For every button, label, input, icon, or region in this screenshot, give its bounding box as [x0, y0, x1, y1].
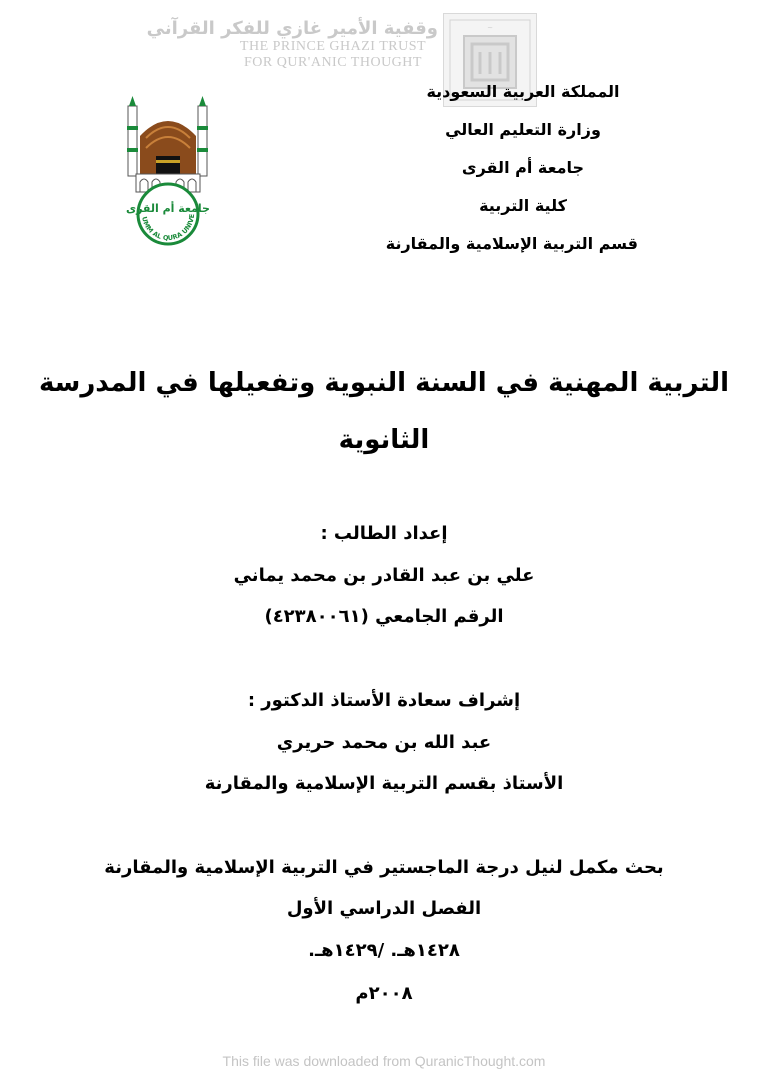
- watermark-english-line2: FOR QUR'ANIC THOUGHT: [244, 55, 422, 70]
- supervisor-label: إشراف سعادة الأستاذ الدكتور :: [247, 690, 521, 711]
- logo-arabic-text: جامعة أم القرى: [126, 202, 210, 215]
- header-country: المملكة العربية السعودية: [426, 82, 620, 101]
- thesis-hijri-years: ١٤٢٨هـ. /١٤٢٩هـ.: [308, 940, 460, 961]
- logo-text: UMM AL QURA UNIVE: [140, 213, 197, 243]
- svg-text:~: ~: [487, 24, 493, 32]
- header-department: قسم التربية الإسلامية والمقارنة: [385, 234, 638, 253]
- supervisor-title: الأستاذ بقسم التربية الإسلامية والمقارنة: [204, 773, 564, 794]
- institution-header: [385, 82, 638, 272]
- university-logo: [118, 96, 218, 246]
- header-ministry: وزارة التعليم العالي: [445, 120, 601, 139]
- student-name: علي بن عبد القادر بن محمد يماني: [233, 565, 535, 586]
- thesis-title-line1: التربية المهنية في السنة النبوية وتفعيلها في المدرسة: [38, 368, 730, 398]
- download-footer-note: This file was downloaded from QuranicThought.com: [222, 1053, 546, 1069]
- header-college: كلية التربية: [479, 196, 567, 215]
- student-label: إعداد الطالب :: [320, 523, 448, 544]
- supervisor-name: عبد الله بن محمد حريري: [276, 732, 492, 753]
- student-id: الرقم الجامعي (٤٢٣٨٠٠٦١): [264, 606, 504, 627]
- header-university: جامعة أم القرى: [461, 158, 585, 177]
- watermark-english-line1: THE PRINCE GHAZI TRUST: [239, 39, 427, 54]
- thesis-semester: الفصل الدراسي الأول: [286, 898, 482, 919]
- watermark: [146, 18, 438, 71]
- thesis-purpose: بحث مكمل لنيل درجة الماجستير في التربية الإسلامية والمقارنة: [104, 857, 664, 878]
- thesis-gregorian-year: ٢٠٠٨م: [355, 983, 413, 1004]
- thesis-title-line2: الثانوية: [338, 425, 430, 455]
- watermark-arabic: وقفية الأمير غازي للفكر القرآني: [146, 18, 438, 39]
